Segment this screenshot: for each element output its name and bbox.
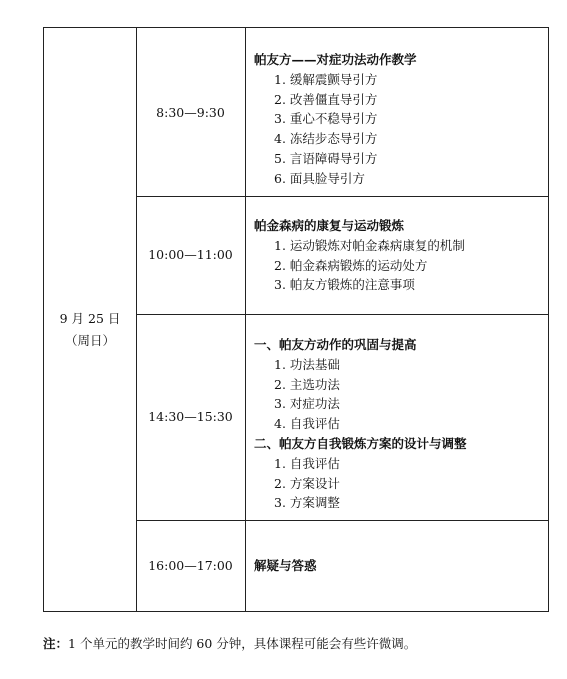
session-item: 3. 对症功法	[274, 396, 340, 412]
session-item: 3. 帕友方锻炼的注意事项	[274, 277, 415, 293]
session-item: 6. 面具脸导引方	[274, 170, 365, 186]
session-item: 3. 方案调整	[274, 495, 340, 511]
date-text: 9 月 25 日	[59, 311, 121, 326]
session-item: 2. 方案设计	[274, 475, 340, 491]
footnote-label: 注：	[43, 636, 69, 651]
session-time: 14:30—15:30	[148, 409, 233, 424]
schedule-table	[43, 27, 549, 612]
session-heading: 解疑与答惑	[254, 558, 317, 573]
session-heading: 帕友方——对症功法动作教学	[254, 52, 417, 67]
session-time: 10:00—11:00	[148, 247, 233, 262]
session-item: 1. 运动锻炼对帕金森病康复的机制	[274, 238, 465, 253]
session-heading: 帕金森病的康复与运动锻炼	[254, 218, 405, 233]
footnote	[43, 634, 416, 652]
session-content	[254, 335, 544, 513]
session-time: 16:00—17:00	[148, 558, 233, 573]
session-item: 1. 缓解震颤导引方	[274, 72, 378, 87]
weekday-text: （周日）	[64, 333, 115, 348]
row-divider	[136, 520, 548, 521]
session-content	[254, 50, 544, 188]
session-item: 4. 冻结步态导引方	[274, 131, 378, 147]
row-divider	[136, 314, 548, 315]
row-divider	[136, 196, 548, 197]
footnote-text: 1 个单元的教学时间约 60 分钟，具体课程可能会有些许微调。	[68, 636, 417, 651]
session-heading: 一、帕友方动作的巩固与提高	[254, 337, 417, 352]
session-content	[254, 216, 544, 295]
session-item: 4. 自我评估	[274, 416, 340, 432]
session-item: 2. 主选功法	[274, 376, 340, 392]
session-item: 2. 改善僵直导引方	[274, 91, 378, 107]
session-item: 2. 帕金森病锻炼的运动处方	[274, 257, 428, 273]
column-divider	[245, 28, 246, 611]
session-item: 3. 重心不稳导引方	[274, 111, 378, 127]
session-item: 1. 功法基础	[274, 357, 340, 372]
session-heading: 二、帕友方自我锻炼方案的设计与调整	[254, 435, 467, 451]
session-item: 1. 自我评估	[274, 455, 340, 471]
session-content	[254, 556, 544, 576]
session-time: 8:30—9:30	[156, 105, 225, 120]
date-cell	[44, 308, 136, 352]
session-item: 5. 言语障碍导引方	[274, 150, 378, 166]
